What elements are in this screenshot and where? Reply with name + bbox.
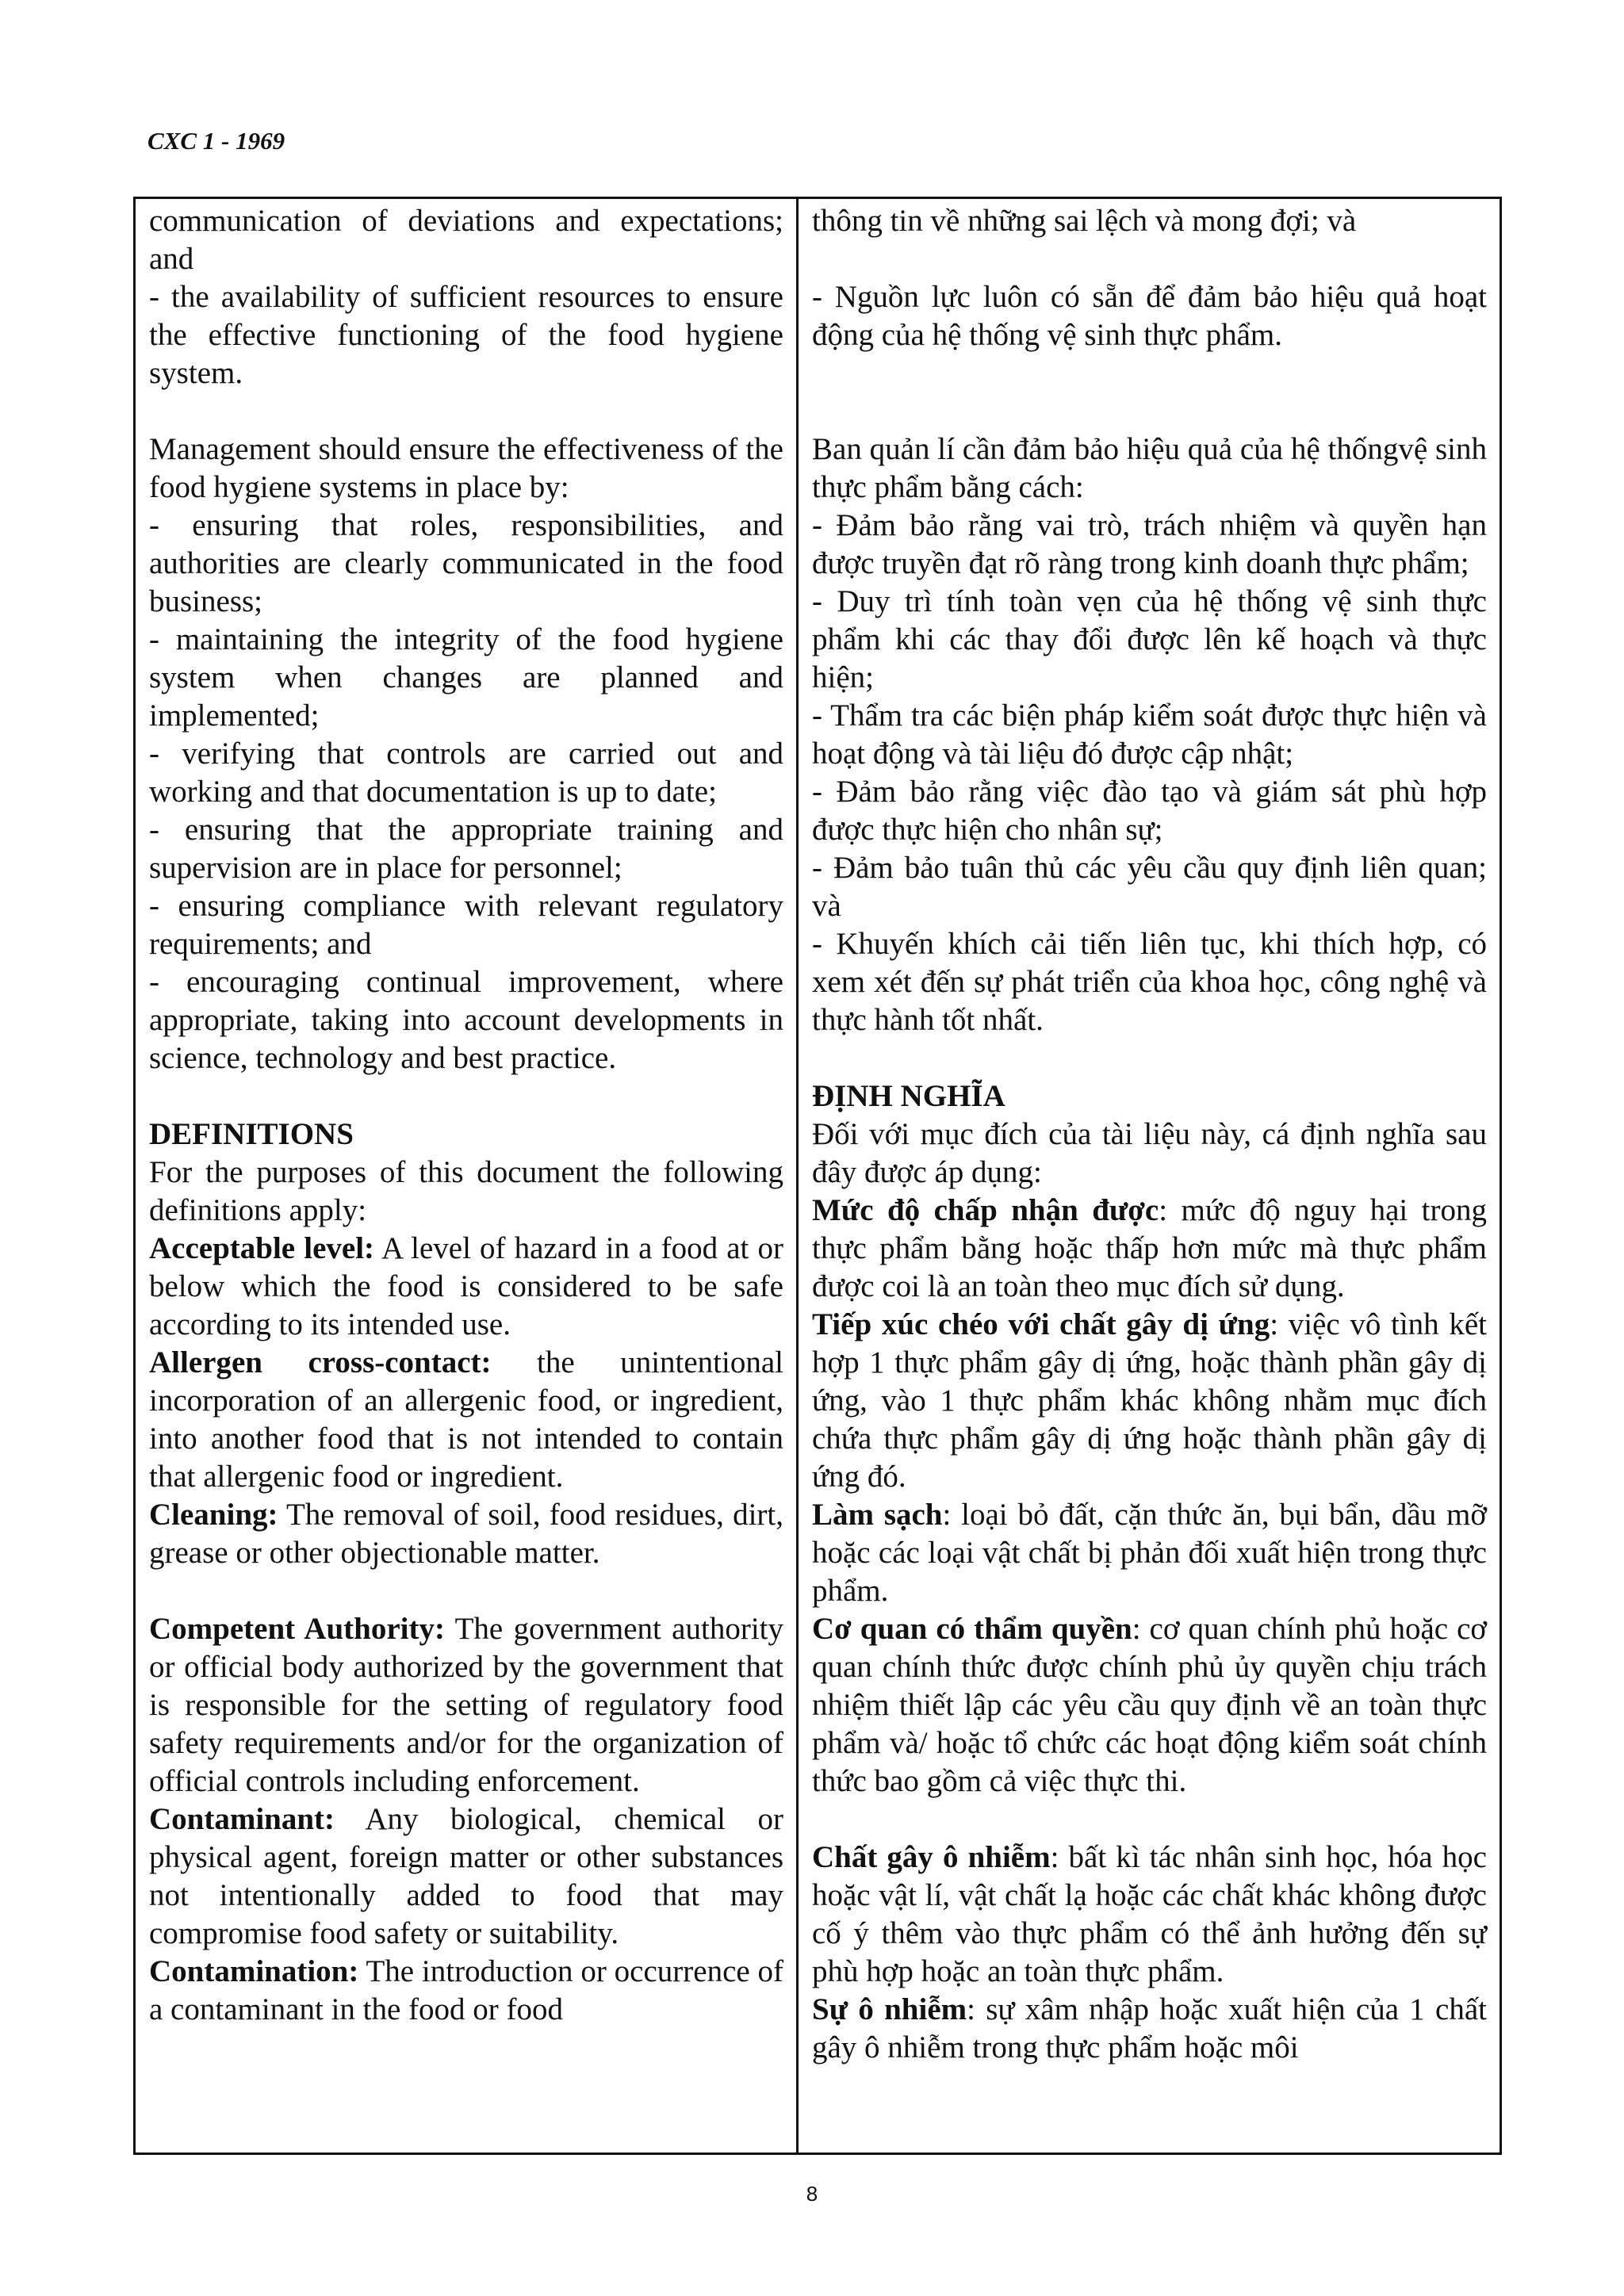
definition-text: : sự xâm nhập hoặc xuất hiện của 1 chất gây ô nhiễm trong thực phẩm hoặc môi	[812, 1992, 1488, 2064]
definition-paragraph	[149, 1800, 783, 1953]
definition-term: Contaminant:	[149, 1802, 335, 1836]
definition-text: The introduction or occurrence of a contaminant in the food or food	[149, 1954, 783, 2026]
body-paragraph: - the availability of sufficient resources to ensure the effective functioning of the food hygiene system.	[149, 280, 783, 390]
section-heading: DEFINITIONS	[149, 1117, 354, 1151]
definition-term: Cleaning:	[149, 1498, 278, 1532]
paragraph-spacer	[812, 354, 1487, 392]
definition-paragraph	[812, 1991, 1487, 2067]
definition-text: : việc vô tình kết hợp 1 thực phẩm gây dị ứng, hoặc thành phần gây dị ứng, vào 1 thực phẩm khác không nhằm mục đích chứa thực phẩm gây dị ứng hoặc thành phần gây dị ứng đó.	[812, 1307, 1487, 1494]
definition-term: Acceptable level:	[149, 1231, 375, 1265]
definition-paragraph	[149, 1953, 783, 2029]
body-paragraph: - Đảm bảo tuân thủ các yêu cầu quy định liên quan; và	[812, 851, 1487, 923]
definition-paragraph	[812, 1192, 1487, 1306]
definition-term: Sự ô nhiễm	[812, 1992, 967, 2026]
paragraph-spacer	[149, 392, 783, 430]
definition-text: : loại bỏ đất, cặn thức ăn, bụi bẩn, dầu mỡ hoặc các loại vật chất bị phản đối xuất hiện trong thực phẩm.	[812, 1498, 1487, 1608]
definition-text: The government authority or official body authorized by the government that is responsible for the setting of regulatory food safety requirements and/or for the organization of official controls including enforcement.	[149, 1612, 783, 1798]
definition-text: The removal of soil, food residues, dirt, grease or other objectionable matter.	[149, 1498, 783, 1570]
paragraph-spacer	[812, 1800, 1487, 1839]
body-paragraph: - Duy trì tính toàn vẹn của hệ thống vệ sinh thực phẩm khi các thay đổi được lên kế hoạch và thực hiện;	[812, 584, 1487, 695]
body-paragraph: - Khuyến khích cải tiến liên tục, khi thích hợp, có xem xét đến sự phát triển của khoa học, công nghệ và thực hành tốt nhất.	[812, 927, 1487, 1037]
body-paragraph: Ban quản lí cần đảm bảo hiệu quả của hệ thốngvệ sinh thực phẩm bằng cách:	[812, 432, 1487, 504]
definition-term: Chất gây ô nhiễm	[812, 1840, 1051, 1874]
definition-text: : mức độ nguy hại trong thực phẩm bằng hoặc thấp hơn mức mà thực phẩm được coi là an toàn theo mục đích sử dụng.	[812, 1193, 1487, 1303]
definition-paragraph	[812, 1306, 1487, 1496]
body-paragraph: - Nguồn lực luôn có sẵn để đảm bảo hiệu quả hoạt động của hệ thống vệ sinh thực phẩm.	[812, 280, 1487, 352]
document-header: CXC 1 - 1969	[147, 127, 285, 155]
english-column	[136, 199, 799, 2152]
definition-term: Allergen cross-contact:	[149, 1345, 492, 1380]
definition-text: Any biological, chemical or physical agent, foreign matter or other substances not intentionally added to food that may compromise food safety or suitability.	[149, 1802, 783, 1950]
definition-paragraph	[149, 1610, 783, 1800]
definition-text: : bất kì tác nhân sinh học, hóa học hoặc vật lí, vật chất lạ hoặc các chất khác không được cố ý thêm vào thực phẩm có thể ảnh hưởng đến sự phù hợp hoặc an toàn thực phẩm.	[812, 1840, 1487, 1988]
body-paragraph: - maintaining the integrity of the food hygiene system when changes are planned and implemented;	[149, 622, 783, 733]
body-paragraph: Management should ensure the effectiveness of the food hygiene systems in place by:	[149, 432, 783, 504]
body-paragraph: - verifying that controls are carried out and working and that documentation is up to date;	[149, 737, 783, 809]
vietnamese-cell	[812, 202, 1487, 2067]
paragraph-spacer	[149, 1572, 783, 1610]
vietnamese-column	[799, 199, 1500, 2152]
definition-term: Làm sạch	[812, 1498, 943, 1532]
definition-term: Cơ quan có thẩm quyền	[812, 1612, 1132, 1646]
definition-term: Competent Authority:	[149, 1612, 445, 1646]
definition-paragraph	[812, 1496, 1487, 1610]
body-paragraph: - Đảm bảo rằng việc đào tạo và giám sát phù hợp được thực hiện cho nhân sự;	[812, 775, 1487, 847]
definition-text: A level of hazard in a food at or below which the food is considered to be safe according to its intended use.	[149, 1231, 783, 1341]
english-cell	[149, 202, 783, 2029]
definition-term: Tiếp xúc chéo với chất gây dị ứng	[812, 1307, 1270, 1341]
body-paragraph: - Đảm bảo rằng vai trò, trách nhiệm và quyền hạn được truyền đạt rõ ràng trong kinh doanh thực phẩm;	[812, 508, 1487, 580]
bilingual-table	[133, 197, 1502, 2155]
paragraph-spacer	[812, 1039, 1487, 1077]
definition-text: the unintentional incorporation of an allergenic food, or ingredient, into another food that is not intended to contain that allergenic food or ingredient.	[149, 1345, 783, 1494]
definition-paragraph	[812, 1839, 1487, 1991]
paragraph-spacer	[812, 392, 1487, 430]
body-paragraph: - ensuring compliance with relevant regulatory requirements; and	[149, 889, 783, 961]
body-paragraph: - encouraging continual improvement, where appropriate, taking into account developments in science, technology and best practice.	[149, 965, 783, 1075]
definition-paragraph	[149, 1496, 783, 1572]
definition-text: : cơ quan chính phủ hoặc cơ quan chính thức được chính phủ ủy quyền chịu trách nhiệm thiết lập các yêu cầu quy định về an toàn thực phẩm và/ hoặc tổ chức các hoạt động kiểm soát chính thức bao gồm cả việc thực thi.	[812, 1612, 1488, 1798]
body-paragraph: - Thẩm tra các biện pháp kiểm soát được thực hiện và hoạt động và tài liệu đó được cập nhật;	[812, 698, 1487, 771]
body-paragraph: communication of deviations and expectations; and	[149, 204, 783, 276]
definition-paragraph	[149, 1344, 783, 1496]
page-number: 8	[806, 2182, 818, 2206]
body-paragraph: - ensuring that the appropriate training and supervision are in place for personnel;	[149, 813, 783, 885]
definition-term: Contamination:	[149, 1954, 359, 1988]
body-paragraph: - ensuring that roles, responsibilities, and authorities are clearly communicated in the food business;	[149, 508, 783, 618]
paragraph-spacer	[812, 240, 1487, 278]
section-heading: ĐỊNH NGHĨA	[812, 1079, 1005, 1113]
body-paragraph: Đối với mục đích của tài liệu này, cá định nghĩa sau đây được áp dụng:	[812, 1117, 1487, 1189]
definition-paragraph	[149, 1230, 783, 1344]
body-paragraph: thông tin về những sai lệch và mong đợi; và	[812, 204, 1357, 238]
definition-term: Mức độ chấp nhận được	[812, 1193, 1159, 1227]
definition-paragraph	[812, 1610, 1487, 1800]
paragraph-spacer	[149, 1077, 783, 1115]
body-paragraph: For the purposes of this document the following definitions apply:	[149, 1155, 783, 1227]
